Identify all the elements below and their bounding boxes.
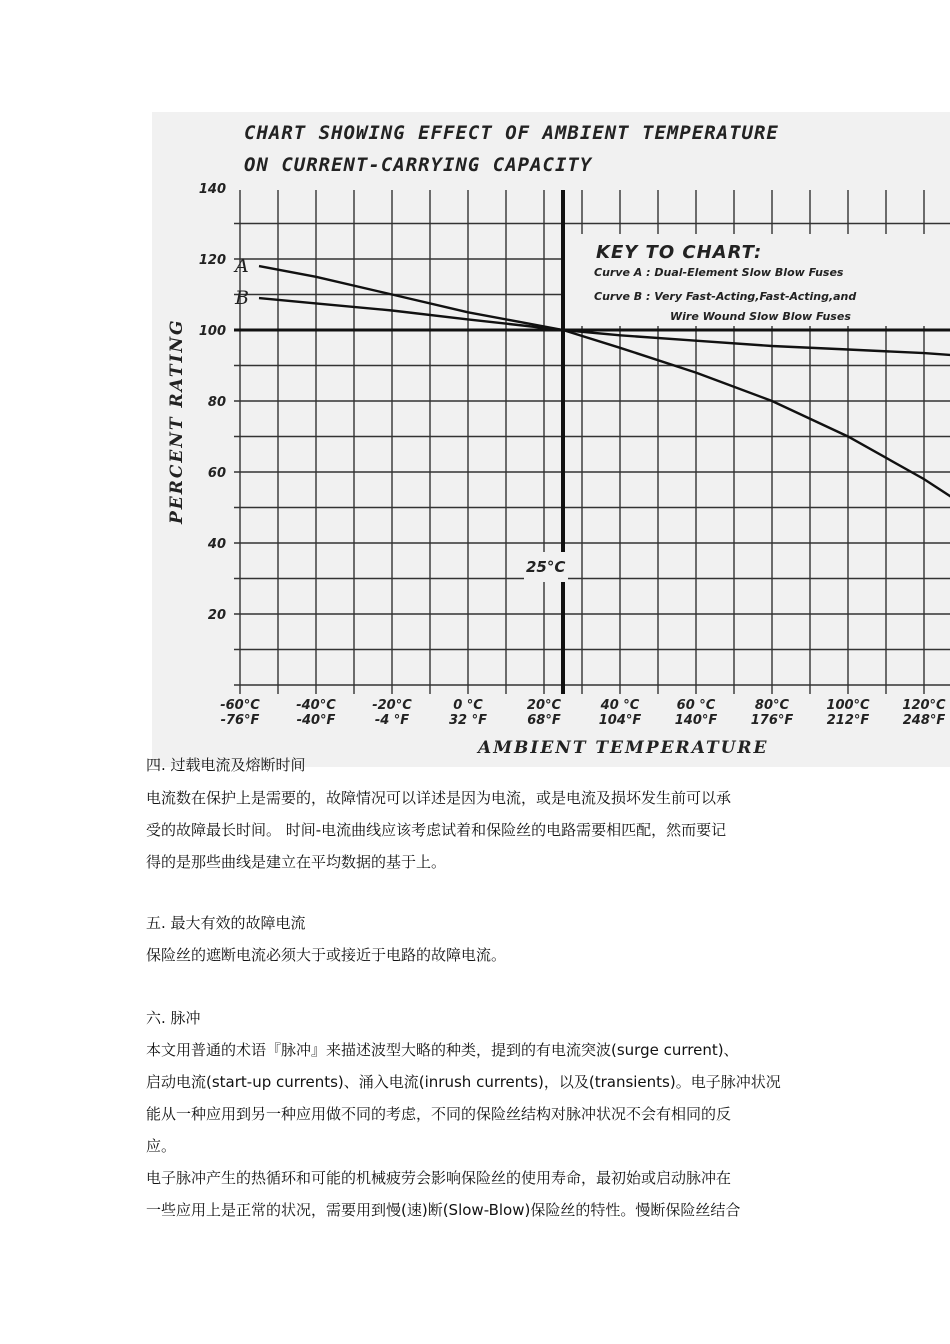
y-tick-label: 40 xyxy=(207,537,226,552)
x-tick-label-fahrenheit: -76°F xyxy=(220,713,260,728)
curve-b-label: B xyxy=(235,287,249,310)
x-tick-label-celsius: 40 °C xyxy=(600,698,640,713)
section-6-paragraph-line-3: 能从一种应用到另一种应用做不同的考虑，不同的保险丝结构对脉冲状况不会有相同的反 xyxy=(146,1105,732,1123)
y-tick-label: 80 xyxy=(207,395,226,410)
x-tick-label-fahrenheit: -40°F xyxy=(296,713,336,728)
section-6-heading: 六. 脉冲 xyxy=(146,1009,201,1027)
chart-key-line-1: Curve A : Dual-Element Slow Blow Fuses xyxy=(594,266,844,279)
x-tick-label-celsius: 20°C xyxy=(526,698,562,713)
section-5-heading: 五. 最大有效的故障电流 xyxy=(146,914,306,932)
section-6-paragraph-line-4: 应。 xyxy=(146,1137,177,1155)
reference-line-label: 25°C xyxy=(526,558,566,576)
x-tick-label-fahrenheit: 140°F xyxy=(674,713,718,728)
x-tick-label-fahrenheit: -4 °F xyxy=(374,713,410,728)
y-tick-label: 140 xyxy=(198,182,226,197)
chart-subtitle: ON CURRENT-CARRYING CAPACITY xyxy=(244,154,593,176)
x-tick-label-celsius: 80°C xyxy=(754,698,790,713)
y-tick-label: 60 xyxy=(207,466,226,481)
section-4-paragraph-line-1: 电流数在保护上是需要的，故障情况可以详述是因为电流，或是电流及损坏发生前可以承 xyxy=(146,789,732,807)
x-tick-label-fahrenheit: 68°F xyxy=(527,713,561,728)
x-axis-title: AMBIENT TEMPERATURE xyxy=(478,738,769,758)
x-tick-label-celsius: 100°C xyxy=(826,698,870,713)
chart-key-line-2: Curve B : Very Fast-Acting,Fast-Acting,and xyxy=(594,290,857,303)
section-6-paragraph-line-5: 电子脉冲产生的热循环和可能的机械疲劳会影响保险丝的使用寿命，最初始或启动脉冲在 xyxy=(146,1169,732,1187)
section-6-paragraph-line-1: 本文用普通的术语『脉冲』来描述波型大略的种类，提到的有电流突波(surge current)、 xyxy=(146,1041,739,1059)
y-axis-title: PERCENT RATING xyxy=(167,318,187,524)
section-6-paragraph-line-6: 一些应用上是正常的状况，需要用到慢(速)断(Slow-Blow)保险丝的特性。慢断保险丝结合 xyxy=(146,1201,741,1219)
x-tick-label-celsius: 0 °C xyxy=(453,698,483,713)
x-tick-label-fahrenheit: 248°F xyxy=(902,713,946,728)
section-4-heading: 四. 过载电流及熔断时间 xyxy=(146,756,306,774)
y-tick-label: 100 xyxy=(198,324,226,339)
chart-key-title: KEY TO CHART: xyxy=(596,242,763,263)
x-tick-label-celsius: 120°C xyxy=(902,698,946,713)
chart-title: CHART SHOWING EFFECT OF AMBIENT TEMPERATURE xyxy=(244,122,779,144)
section-6-paragraph-line-2: 启动电流(start-up currents)、涌入电流(inrush currents)，以及(transients)。电子脉冲状况 xyxy=(146,1073,781,1091)
chart-svg xyxy=(152,112,950,767)
x-tick-label-fahrenheit: 176°F xyxy=(750,713,794,728)
x-tick-label-fahrenheit: 212°F xyxy=(826,713,870,728)
chart-key-line-3: Wire Wound Slow Blow Fuses xyxy=(670,310,851,323)
y-tick-label: 20 xyxy=(207,608,226,623)
x-tick-label-celsius: -60°C xyxy=(220,698,260,713)
x-tick-label-fahrenheit: 104°F xyxy=(598,713,642,728)
x-tick-label-celsius: -20°C xyxy=(372,698,412,713)
x-tick-label-celsius: -40°C xyxy=(296,698,336,713)
section-4-paragraph-line-2: 受的故障最长时间。 时间-电流曲线应该考虑试着和保险丝的电路需要相匹配，然而要记 xyxy=(146,821,727,839)
x-tick-label-celsius: 60 °C xyxy=(676,698,716,713)
y-tick-label: 120 xyxy=(198,253,226,268)
section-4-paragraph-line-3: 得的是那些曲线是建立在平均数据的基于上。 xyxy=(146,853,447,871)
section-5-paragraph: 保险丝的遮断电流必须大于或接近于电路的故障电流。 xyxy=(146,946,507,964)
ambient-temperature-chart xyxy=(152,112,950,767)
curve-a-label: A xyxy=(235,255,249,278)
x-tick-label-fahrenheit: 32 °F xyxy=(449,713,487,728)
